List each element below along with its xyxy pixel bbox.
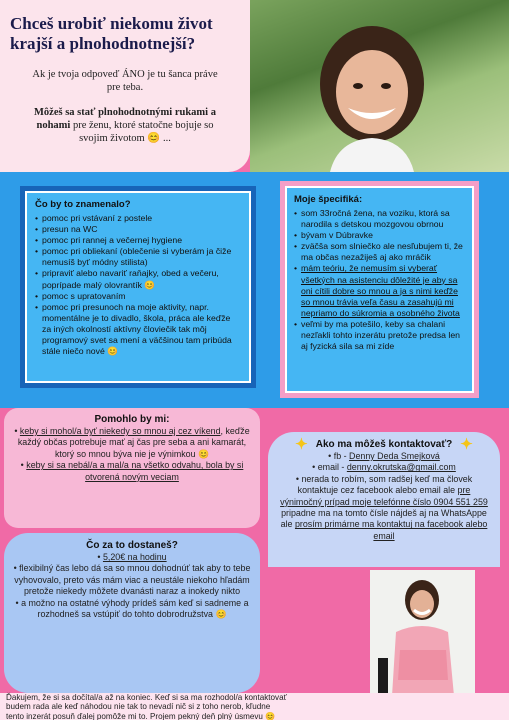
list-item: • pripraviť alebo navariť raňajky, obed a večeru, poprípade malý olovrantík 😊: [35, 268, 241, 290]
meaning-box: [20, 186, 256, 388]
list-item: • zväčša som slniečko ale nesľubujem ti, že ma občas nezažiješ aj ako mráčik: [294, 241, 465, 263]
list-item: • veľmi by ma potešilo, keby sa chalani nezľakli tohto inzerátu pretože predsa len aj fyzická sila sa mi zíde: [294, 319, 465, 352]
contact-facebook: • fb - Denny Deda Smejková: [328, 451, 440, 461]
contact-title: Ako ma môžeš kontaktovať?: [315, 439, 453, 450]
list-item: • pomoc pri presunoch na moje aktivity, napr. momentálne je to divadlo, škola, práca ale keďže za iných okolností aktívny človiečik tak môj programový svet sa mení a väčšinou tam pribúda stále niečo nové 😊: [35, 302, 241, 357]
help-item-weekend: • keby si mohol/a byť niekedy so mnou aj cez víkend, keďže každý občas potrebuje mať aj čas pre seba a ani kamarát, ktorý so mnou býva nie je výnimkou 😊: [14, 426, 250, 459]
woman-portrait-illustration: [308, 22, 436, 172]
specifics-box: [280, 181, 479, 398]
intro-card: [0, 0, 250, 172]
benefits-title: Čo za to dostaneš?: [86, 540, 178, 551]
benefits-card: [4, 533, 260, 693]
list-item: • bývam v Dúbravke: [294, 230, 465, 241]
sparkle-icon: ✦: [460, 436, 473, 453]
facebook-link[interactable]: Denny Deda Smejková: [349, 451, 440, 461]
list-item: • mám teóriu, že nemusím si vyberať všetkých na asistenciu dôležité je aby sa oni cítili dobre so mnou a ja s nimi keďže so mnou trávia veľa času a zasahujú mi nepriamo do súkromia a osobného života: [294, 263, 465, 318]
list-item: • presun na WC: [35, 224, 241, 235]
sparkle-icon: ✦: [295, 436, 308, 453]
help-title: Pomohlo by mi:: [94, 414, 170, 425]
footer: Ďakujem, že si sa dočítal/a až na koniec. Keď si sa ma rozhodol/a kontaktovať budem rada ale keď náhodou nie tak to nevadí nič si z toho nerob, kľudne tento inzerát posuň ďalej pomôže mi to. Projem pekný deň plný úsmevu 😊: [0, 693, 509, 720]
page-title: Chceš urobiť niekomu život krajší a plnohodnotnejší?: [10, 14, 213, 53]
wheelchair-photo: [370, 570, 475, 696]
contact-email: • email - denny.okrutska@gmail.com: [312, 462, 456, 473]
intro-question: Ak je tvoja odpoveď ÁNO je tu šanca práve pre teba.: [32, 69, 218, 93]
portrait-photo: [250, 0, 509, 172]
specifics-list: [294, 208, 465, 352]
list-item: • som 33ročná žena, na voziku, ktorá sa narodila s detskou mozgovou obrnou: [294, 208, 465, 230]
benefit-flexible-time: • flexibilný čas lebo dá sa so mnou dohodnúť tak aby to tebe vyhovovalo, preto vás mám viac a neustále niekoho hľadám pretože niekedy môžete dvanásti naraz a inokedy nikto: [13, 563, 251, 597]
list-item: • pomoc s upratovaním: [35, 291, 241, 302]
benefit-adventure: • a možno na ostatné výhody prídeš sám keď si sadneme a rozhodneš sa vstúpiť do tohto dobrodružstva 😊: [15, 597, 249, 620]
benefit-wage: • 5,20€ na hodinu: [97, 552, 167, 562]
meaning-list: [35, 213, 241, 357]
help-card: [4, 408, 260, 528]
meaning-title: Čo by to znamenalo?: [35, 199, 131, 210]
intro-offer: Môžeš sa stať plnohodnotnými rukami a nohami pre ženu, ktoré statočne bojuje so svojim životom 😊 ...: [34, 107, 216, 144]
help-item-courage: • keby si sa nebál/a a mal/a na všetko odvahu, bola by si otvorená novým veciam: [20, 460, 244, 482]
list-item: • pomoc pri obliekaní (oblečenie si vyberám ja čiže nemusíš byť módny stilista): [35, 246, 241, 268]
specifics-title: Moje špecifiká:: [294, 194, 363, 205]
contact-card: [268, 432, 500, 567]
list-item: • pomoc pri rannej a večernej hygiene: [35, 235, 241, 246]
woman-sitting-illustration: [370, 570, 475, 696]
contact-note: • nerada to robím, som radšej keď ma človek kontaktuje cez facebook alebo email ale pre výnimočný prípad moje telefónne číslo 0904 551 259 pripadne ma na tomto čísle nájdeš aj na WhatsAppe ale prosím primárne ma kontaktuj na facebook alebo email: [280, 473, 488, 541]
list-item: • pomoc pri vstávaní z postele: [35, 213, 241, 224]
phone-link[interactable]: pre výnimočný prípad moje telefónne číslo 0904 551 259: [280, 485, 488, 507]
email-link[interactable]: denny.okrutska@gmail.com: [346, 462, 456, 473]
